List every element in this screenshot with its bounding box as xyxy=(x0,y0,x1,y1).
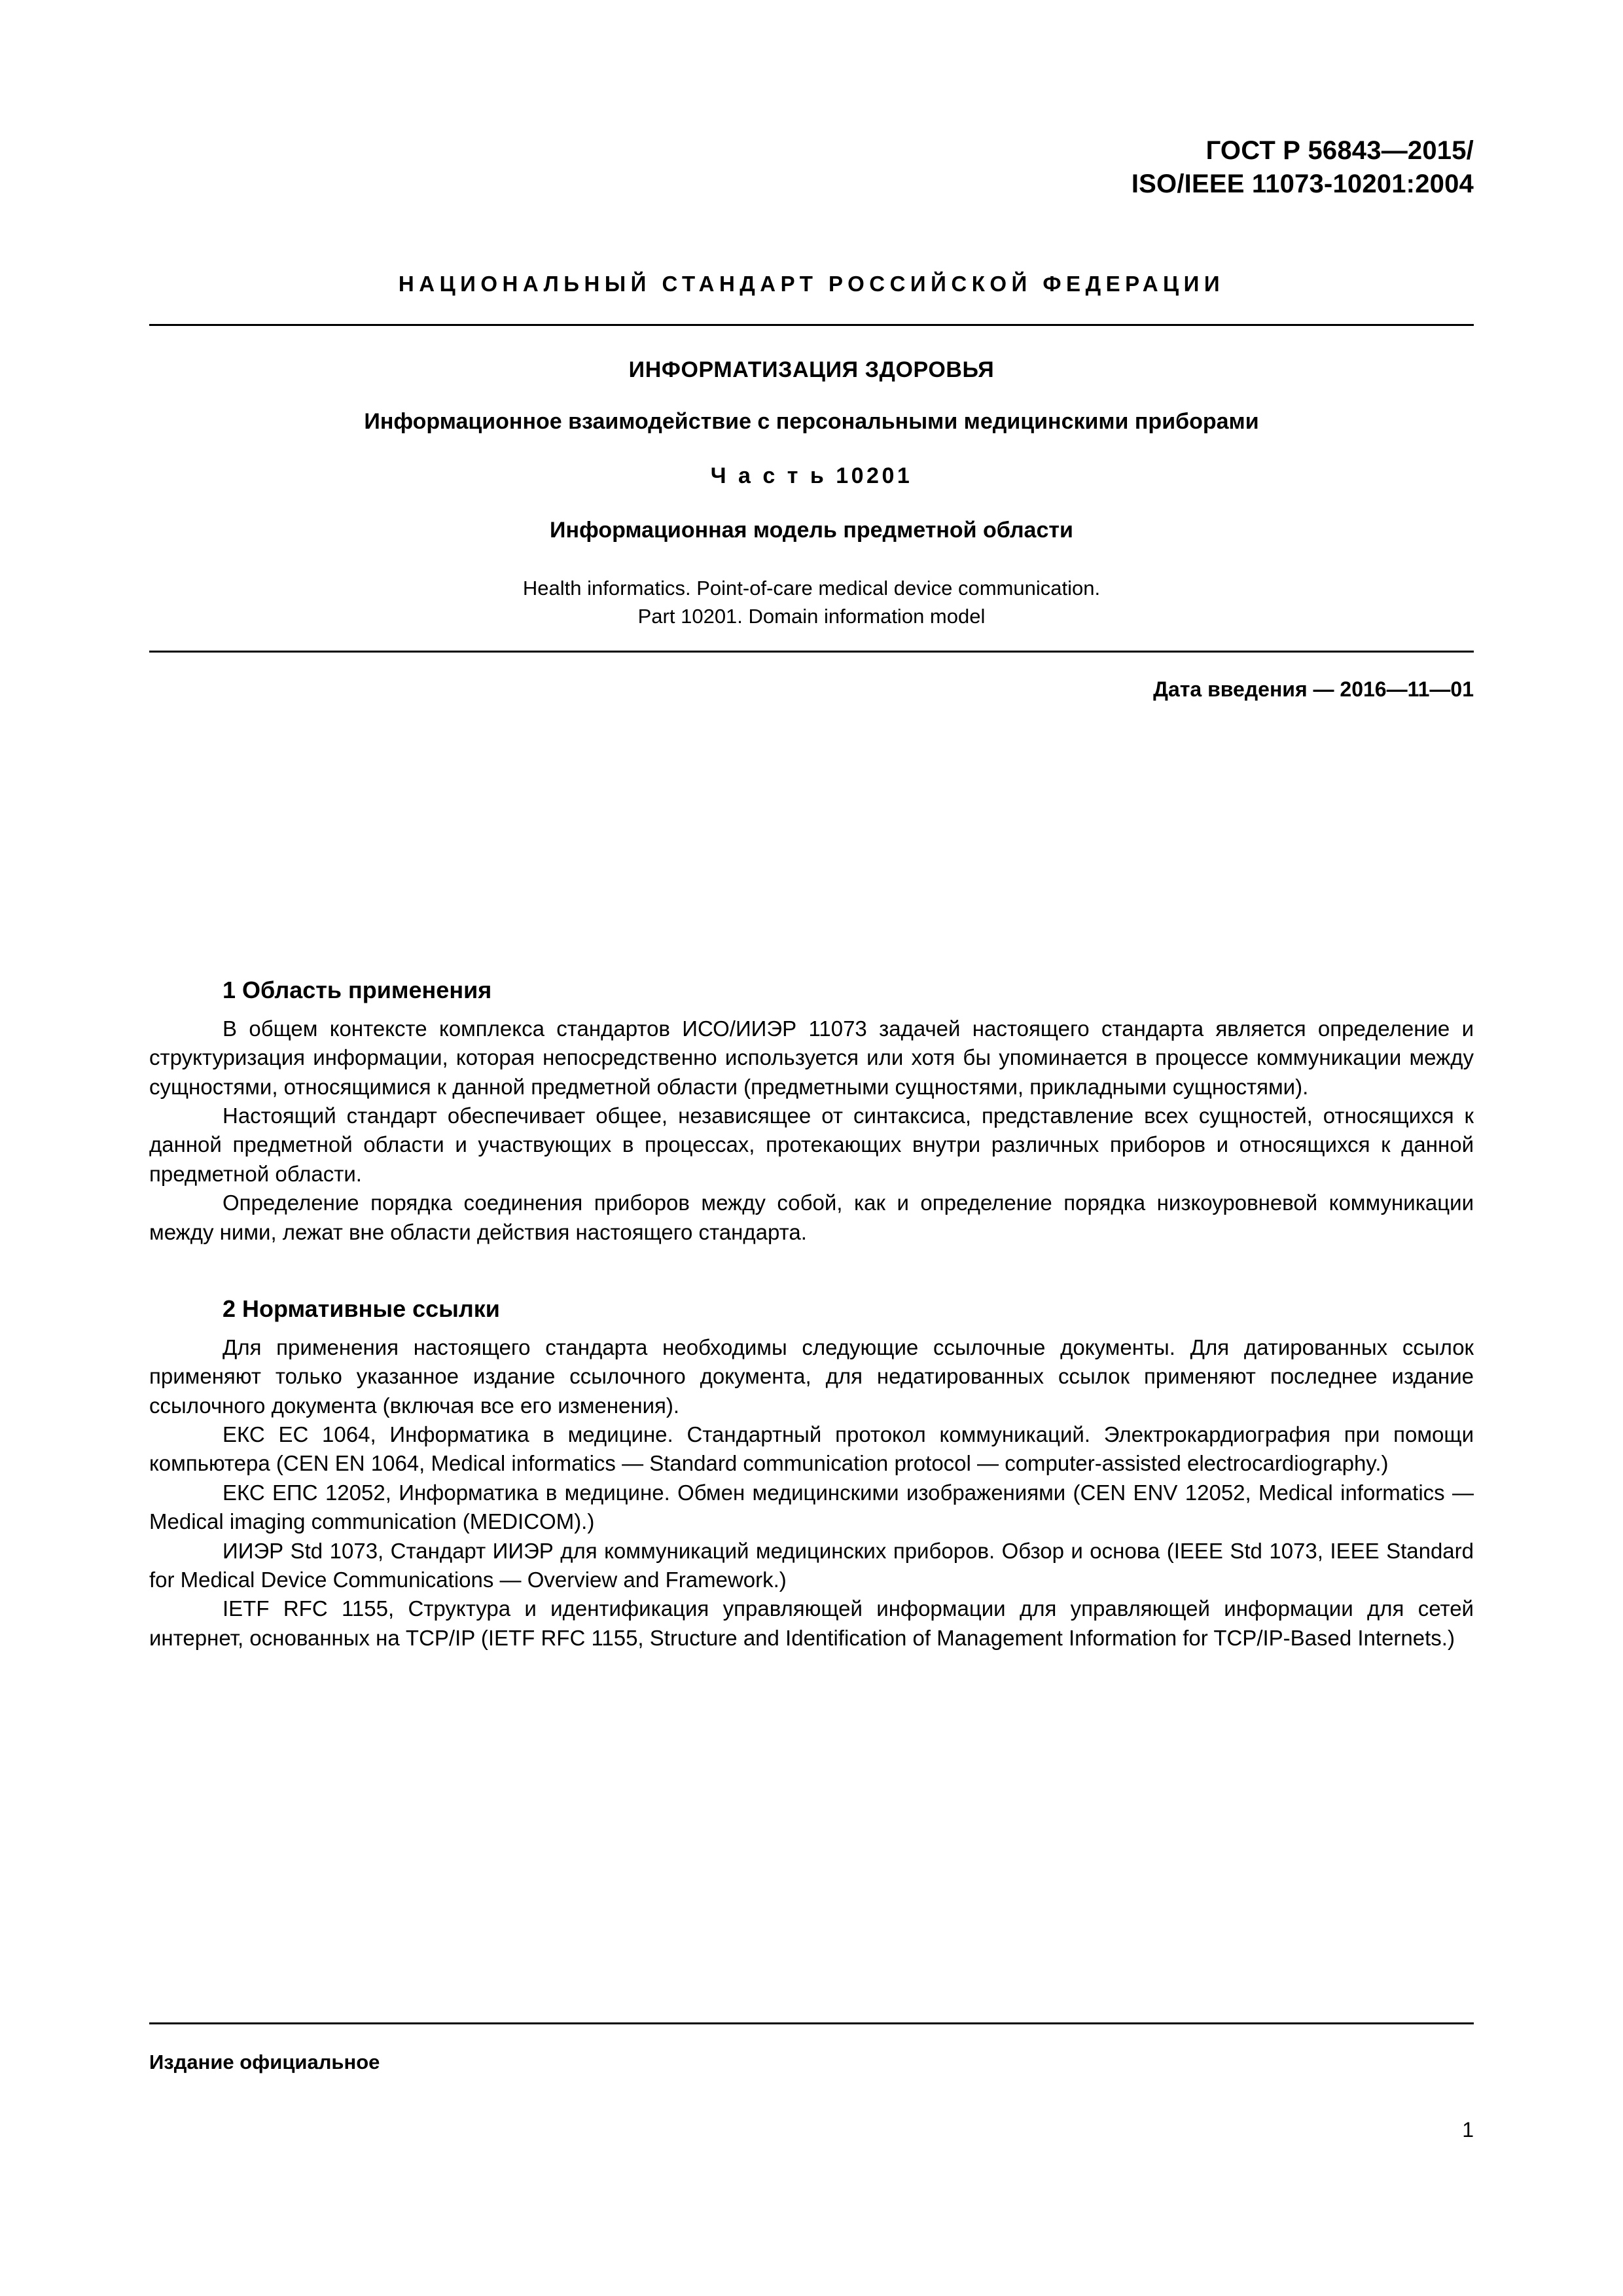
official-edition-label: Издание официальное xyxy=(149,2051,380,2073)
page-footer xyxy=(149,2022,1474,2074)
introduction-date: Дата введения — 2016—11—01 xyxy=(1153,677,1474,701)
paragraph: ЕКС ЕС 1064, Информатика в медицине. Стандартный протокол коммуникаций. Электрокардиография при помощи компьютера (CEN EN 1064, Medical informatics — Standard communication protocol — computer-assisted electrocardiography.) xyxy=(149,1422,1474,1476)
page-number: 1 xyxy=(1462,2118,1474,2142)
title-subtitle: Информационное взаимодействие с персональными медицинскими приборами xyxy=(364,409,1259,435)
paragraph: ИИЭР Std 1073, Стандарт ИИЭР для коммуникаций медицинских приборов. Обзор и основа (IEEE Std 1073, IEEE Standard for Medical Device Communications — Overview and Framework.) xyxy=(149,1538,1474,1592)
title-part-name: Информационная модель предметной области xyxy=(550,518,1073,543)
title-part-number: Ч а с т ь 10201 xyxy=(710,463,913,489)
title-main: ИНФОРМАТИЗАЦИЯ ЗДОРОВЬЯ xyxy=(628,357,995,383)
header-divider-bottom xyxy=(149,651,1474,653)
section-heading-normative-references: 2 Нормативные ссылки xyxy=(223,1295,500,1322)
footer-divider xyxy=(149,2022,1474,2024)
page-content xyxy=(149,0,1474,1653)
title-english xyxy=(149,575,1474,631)
section-heading-scope: 1 Область применения xyxy=(223,976,492,1003)
document-code-line2: ISO/IEEE 11073-10201:2004 xyxy=(1131,170,1474,199)
paragraph: Определение порядка соединения приборов между собой, как и определение порядка низкоуровневой коммуникации между ними, лежат вне области действия настоящего стандарта. xyxy=(149,1191,1474,1244)
body-area xyxy=(149,977,1474,1653)
paragraph: IETF RFC 1155, Структура и идентификация управляющей информации для управляющей информации для сетей интернет, основанных на TCP/IP (IETF RFC 1155, Structure and Identification of Management Information for TCP/IP-Based Internets.) xyxy=(149,1596,1474,1650)
paragraph: ЕКС ЕПС 12052, Информатика в медицине. Обмен медицинскими изображениями (CEN ENV 12052, Medical informatics — Medical imaging communication (MEDICOM).) xyxy=(149,1480,1474,1534)
paragraph: В общем контексте комплекса стандартов ИСО/ИИЭР 11073 задачей настоящего стандарта является определение и структуризация информации, которая непосредственно используется или хотя бы упоминается в процессе коммуникации между сущностями, относящимися к данной предметной области (предметными сущностями, прикладными сущностями). xyxy=(149,1016,1474,1099)
paragraph: Настоящий стандарт обеспечивает общее, независящее от синтаксиса, представление всех сущностей, относящихся к данной предметной области и участвующих в процессах, протекающих внутри различных приборов и относящихся к данной предметной области. xyxy=(149,1103,1474,1186)
national-standard-heading: НАЦИОНАЛЬНЫЙ СТАНДАРТ РОССИЙСКОЙ ФЕДЕРАЦИИ xyxy=(398,272,1225,296)
title-english-line2: Part 10201. Domain information model xyxy=(637,605,986,628)
title-english-line1: Health informatics. Point-of-care medical device communication. xyxy=(522,577,1101,600)
document-code-line1: ГОСТ Р 56843—2015/ xyxy=(1205,136,1474,165)
document-code xyxy=(149,134,1474,201)
paragraph: Для применения настоящего стандарта необходимы следующие ссылочные документы. Для датированных ссылок применяют только указанное издание ссылочного документа, для недатированных ссылок применяют последнее издание ссылочного документа (включая все его изменения). xyxy=(149,1335,1474,1418)
title-block xyxy=(149,326,1474,631)
